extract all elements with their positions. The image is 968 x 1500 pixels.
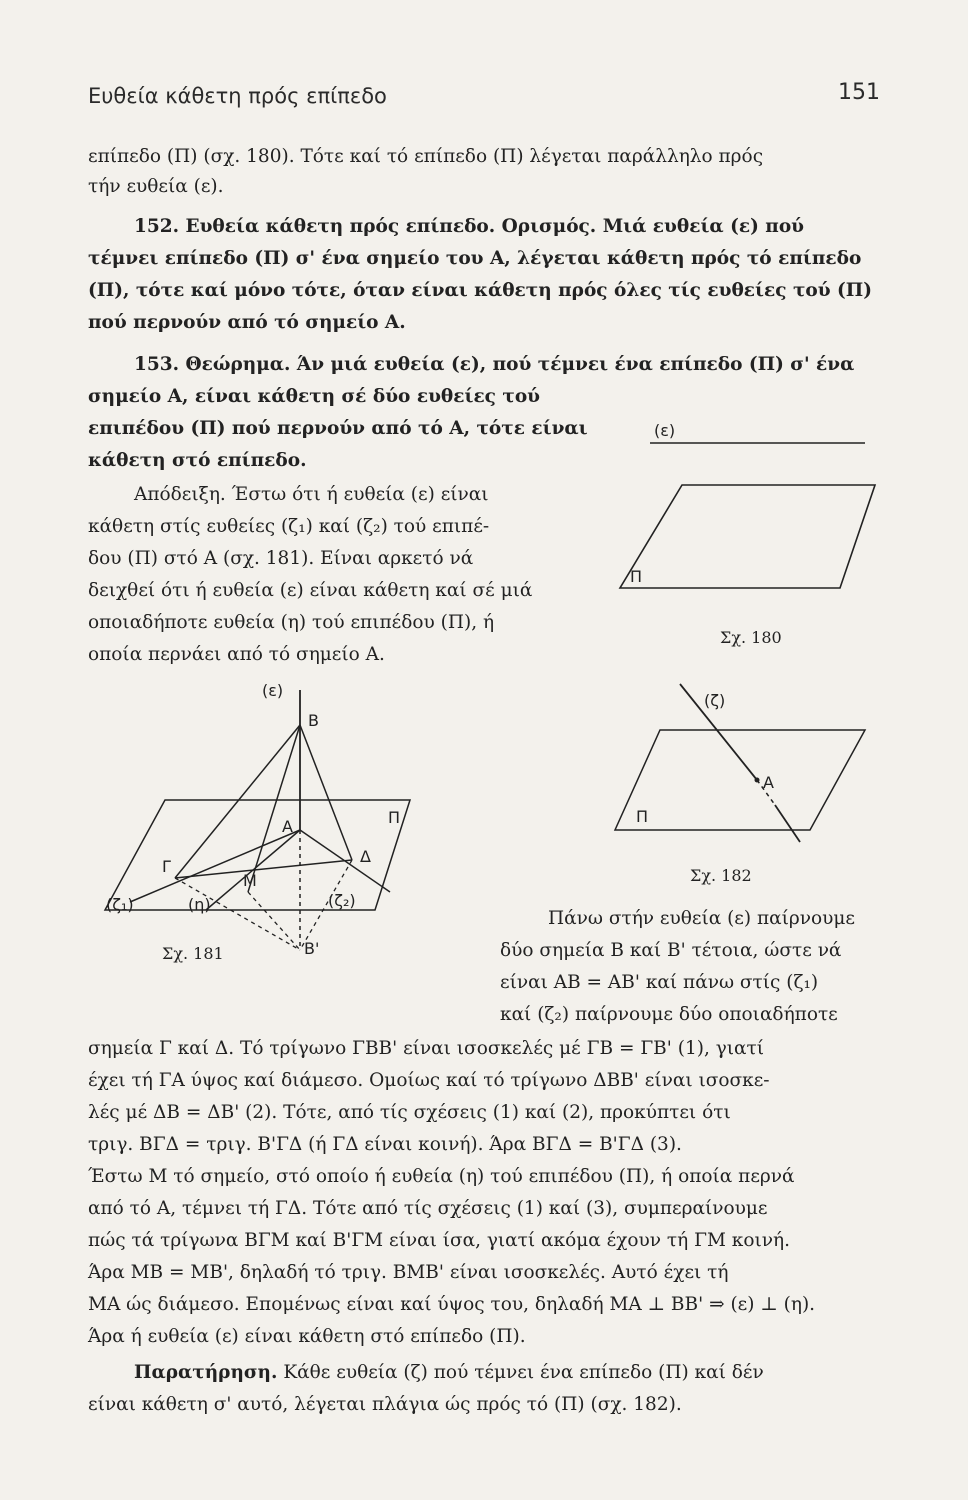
text-line: ΜΑ ώς διάμεσο. Επομένως είναι καί ύψος του, δηλαδή ΜΑ ⊥ ΒΒ' ⇒ (ε) ⊥ (η). bbox=[88, 1294, 816, 1315]
figure-181 bbox=[90, 670, 420, 960]
text-line: είναι ΑΒ = ΑΒ' καί πάνω στίς (ζ₁) bbox=[500, 972, 819, 993]
remark-line bbox=[134, 1364, 764, 1383]
label-G: Γ bbox=[162, 857, 171, 876]
label-z1: (ζ₁) bbox=[106, 895, 134, 914]
label-plane: Π bbox=[630, 567, 643, 586]
label-z: (ζ) bbox=[704, 691, 726, 710]
label-plane: Π bbox=[636, 807, 649, 826]
text-line: Απόδειξη. Έστω ότι ή ευθεία (ε) είναι bbox=[134, 484, 489, 505]
text-line: επίπεδο (Π) (σχ. 180). Τότε καί τό επίπεδο (Π) λέγεται παράλληλο πρός bbox=[88, 146, 764, 167]
figure-180-caption: Σχ. 180 bbox=[720, 628, 782, 647]
text-line: δύο σημεία Β καί Β' τέτοια, ώστε νά bbox=[500, 940, 842, 961]
running-header: Ευθεία κάθετη πρός επίπεδο bbox=[88, 84, 387, 108]
label-e: (ε) bbox=[654, 421, 676, 440]
text-line: πώς τά τρίγωνα ΒΓΜ καί Β'ΓΜ είναι ίσα, γιατί ακόμα έχουν τή ΓΜ κοινή. bbox=[88, 1230, 790, 1251]
segment-MBp bbox=[248, 892, 300, 950]
line-z1 bbox=[130, 830, 300, 902]
label-B: Β bbox=[308, 711, 319, 730]
text-line: 153. Θεώρημα. Άν μιά ευθεία (ε), πού τέμνει ένα επίπεδο (Π) σ' ένα bbox=[134, 354, 855, 375]
text-line: από τό Α, τέμνει τή ΓΔ. Τότε από τίς σχέσεις (1) καί (3), συμπεραίνουμε bbox=[88, 1198, 768, 1219]
plane-outline bbox=[615, 730, 865, 830]
text-line: τριγ. ΒΓΔ = τριγ. Β'ΓΔ (ή ΓΔ είναι κοινή). Άρα ΒΓΔ = Β'ΓΔ (3). bbox=[88, 1134, 682, 1155]
label-M: Μ bbox=[243, 871, 257, 890]
text-line: πού περνούν από τό σημείο Α. bbox=[88, 312, 406, 333]
text-line: λές μέ ΔΒ = ΔΒ' (2). Τότε, από τίς σχέσεις (1) καί (2), προκύπτει ότι bbox=[88, 1102, 731, 1123]
text-line: δου (Π) στό Α (σχ. 181). Είναι αρκετό νά bbox=[88, 548, 474, 569]
text-line: είναι κάθετη σ' αυτό, λέγεται πλάγια ώς πρός τό (Π) (σχ. 182). bbox=[88, 1394, 682, 1415]
segment-BG bbox=[175, 725, 300, 878]
figure-180 bbox=[600, 410, 900, 650]
text-line: Πάνω στήν ευθεία (ε) παίρνουμε bbox=[548, 908, 856, 929]
page-number: 151 bbox=[838, 80, 880, 105]
remark-text: Κάθε ευθεία (ζ) πού τέμνει ένα επίπεδο (Π) καί δέν bbox=[283, 1362, 764, 1383]
point-A bbox=[755, 778, 760, 783]
text-line: σημείο Α, είναι κάθετη σέ δύο ευθείες τού bbox=[88, 386, 541, 407]
text-line: τέμνει επίπεδο (Π) σ' ένα σημείο του Α, λέγεται κάθετη πρός τό επίπεδο bbox=[88, 248, 862, 269]
label-eta: (η) bbox=[188, 895, 211, 914]
text-line: τήν ευθεία (ε). bbox=[88, 176, 224, 197]
figure-182 bbox=[600, 670, 880, 860]
text-line: έχει τή ΓΑ ύψος καί διάμεσο. Ομοίως καί τό τρίγωνο ΔΒΒ' είναι ισοσκε- bbox=[88, 1070, 770, 1091]
figure-181-caption: Σχ. 181 bbox=[162, 944, 224, 963]
label-Bp: Β' bbox=[304, 939, 320, 958]
text-line: 152. Ευθεία κάθετη πρός επίπεδο. Ορισμός. Μιά ευθεία (ε) πού bbox=[134, 216, 805, 237]
label-A: Α bbox=[763, 773, 774, 792]
segment-GBp bbox=[175, 878, 300, 950]
text-line: καί (ζ₂) παίρνουμε δύο οποιαδήποτε bbox=[500, 1004, 838, 1025]
label-e: (ε) bbox=[262, 681, 284, 700]
text-line: Άρα ΜΒ = ΜΒ', δηλαδή τό τριγ. ΒΜΒ' είναι ισοσκελές. Αυτό έχει τή bbox=[88, 1262, 729, 1283]
label-z2: (ζ₂) bbox=[328, 891, 356, 910]
text-line: κάθετη στό επίπεδο. bbox=[88, 450, 307, 471]
label-D: Δ bbox=[360, 847, 371, 866]
remark-label: Παρατήρηση. bbox=[134, 1362, 278, 1383]
segment-GD bbox=[175, 860, 352, 878]
text-line: Άρα ή ευθεία (ε) είναι κάθετη στό επίπεδο (Π). bbox=[88, 1326, 526, 1347]
segment-BD bbox=[300, 725, 352, 860]
text-line: επιπέδου (Π) πού περνούν από τό Α, τότε είναι bbox=[88, 418, 588, 439]
plane-outline bbox=[620, 485, 875, 588]
text-line: κάθετη στίς ευθείες (ζ₁) καί (ζ₂) τού επιπέ- bbox=[88, 516, 490, 537]
figure-182-caption: Σχ. 182 bbox=[690, 866, 752, 885]
text-line: οποία περνάει από τό σημείο Α. bbox=[88, 644, 385, 665]
line-eta bbox=[206, 830, 300, 910]
text-line: (Π), τότε καί μόνο τότε, όταν είναι κάθετη πρός όλες τίς ευθείες τού (Π) bbox=[88, 280, 872, 301]
label-A: Α bbox=[282, 817, 293, 836]
line-z-lower bbox=[775, 805, 800, 842]
line-z2 bbox=[300, 830, 390, 892]
text-line: οποιαδήποτε ευθεία (η) τού επιπέδου (Π), ή bbox=[88, 612, 495, 633]
text-line: Έστω Μ τό σημείο, στό οποίο ή ευθεία (η) τού επιπέδου (Π), ή οποία περνά bbox=[88, 1166, 795, 1187]
text-line: σημεία Γ καί Δ. Τό τρίγωνο ΓΒΒ' είναι ισοσκελές μέ ΓΒ = ΓΒ' (1), γιατί bbox=[88, 1038, 764, 1059]
label-plane: Π bbox=[388, 808, 401, 827]
text-line: δειχθεί ότι ή ευθεία (ε) είναι κάθετη καί σέ μιά bbox=[88, 580, 533, 601]
